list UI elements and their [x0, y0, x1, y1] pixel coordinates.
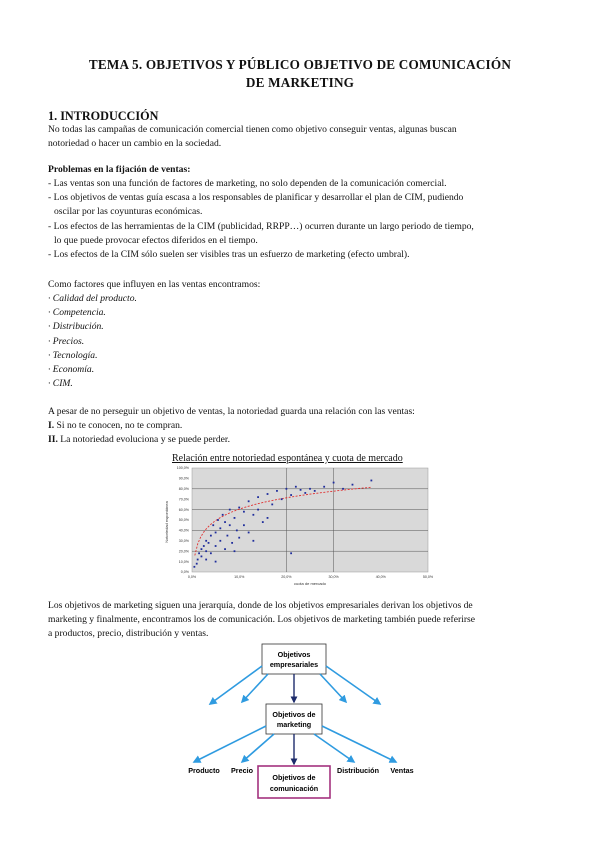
business-objectives-line-2: empresariales [269, 660, 319, 669]
leaf-precio: Precio [231, 766, 253, 775]
data-point [224, 521, 226, 523]
y-tick-label: 0,0% [180, 570, 189, 575]
data-point [370, 480, 372, 482]
problem-item-continuation: oscilar por las coyunturas económicas. [54, 206, 203, 218]
notoriety-intro: A pesar de no perseguir un objetivo de ventas, la notoriedad guarda una relación con las ventas: [48, 406, 415, 417]
data-point [276, 490, 278, 492]
notoriety-point: II. La notoriedad evoluciona y se puede perder. [48, 434, 230, 446]
arrow-mid-to-producto [194, 726, 266, 762]
data-point [210, 535, 212, 537]
data-point [238, 507, 240, 509]
x-tick-label: 40,0% [375, 575, 386, 579]
data-point [196, 563, 198, 565]
problem-item: - Los efectos de las herramientas de la CIM (publicidad, RRPP…) ocurren durante un largo periodo de tiempo, [48, 220, 474, 232]
title-line-1: TEMA 5. OBJETIVOS Y PÚBLICO OBJETIVO DE COMUNICACIÓN [88, 57, 512, 72]
y-tick-labels [177, 466, 190, 574]
x-tick-label: 30,0% [328, 575, 339, 579]
data-point [229, 509, 231, 511]
y-tick-label: 100,0% [176, 466, 189, 471]
data-point [208, 542, 210, 544]
y-tick-label: 20,0% [178, 549, 189, 554]
data-point [352, 484, 354, 486]
chart-title: Relación entre notoriedad espontánea y cuota de mercado [172, 453, 403, 464]
intro-line-1: No todas las campañas de comunicación comercial tienen como objetivo conseguir ventas, algunas buscan [48, 124, 457, 135]
data-point [248, 500, 250, 502]
data-point [201, 556, 203, 558]
notoriety-points [48, 419, 554, 447]
data-point [248, 532, 250, 534]
data-point [252, 514, 254, 516]
data-point [203, 545, 205, 547]
data-point [219, 540, 221, 542]
arrow-top-right [326, 666, 380, 704]
data-point [286, 488, 288, 490]
data-point [290, 552, 292, 554]
x-tick-label: 20,0% [281, 575, 292, 579]
objectives-line-3: a productos, precio, distribución y ventas. [48, 628, 209, 640]
notoriety-point: I. Si no te conocen, no te compran. [48, 420, 183, 431]
scatter-chart [150, 464, 440, 586]
factor-item: · Tecnología. [48, 349, 98, 361]
data-point [257, 496, 259, 498]
data-point [333, 482, 335, 484]
data-point [227, 535, 229, 537]
y-tick-label: 70,0% [178, 497, 189, 502]
problems-heading: Problemas en la fijación de ventas: [48, 164, 191, 175]
factors-intro: Como factores que influyen en las ventas encontramos: [48, 279, 261, 290]
factor-item: · Distribución. [48, 321, 104, 333]
x-tick-label: 10,0% [234, 575, 245, 579]
plot-area [192, 468, 428, 572]
data-point [309, 488, 311, 490]
y-tick-label: 30,0% [178, 539, 189, 543]
factor-item: · CIM. [48, 378, 73, 390]
data-point [219, 527, 221, 529]
data-point [295, 486, 297, 488]
business-objectives-box [262, 644, 326, 674]
data-point [201, 548, 203, 550]
y-tick-label: 60,0% [178, 507, 189, 512]
problem-item-continuation: lo que puede provocar efectos diferidos en el tiempo. [54, 234, 258, 246]
arrow-mid-to-precio [242, 734, 274, 762]
factors-list [48, 292, 554, 391]
problem-item: - Los efectos de la CIM sólo suelen ser visibles tras un esfuerzo de marketing (efecto umbral). [48, 249, 410, 261]
marketing-objectives-line-2: marketing [276, 720, 312, 729]
intro-line-2: notoriedad o hacer un cambio en la sociedad. [48, 138, 222, 150]
x-tick-label: 50,0% [422, 575, 434, 579]
data-point [262, 521, 264, 523]
factor-item: · Economía. [48, 364, 95, 376]
data-point [212, 524, 214, 526]
data-point [257, 509, 259, 511]
y-axis-label: Notoriedad espontánea [164, 501, 169, 543]
data-point [205, 559, 207, 561]
data-point [234, 517, 236, 519]
data-point [234, 550, 236, 552]
data-point [267, 493, 269, 495]
data-point [229, 524, 231, 526]
y-tick-label: 40,0% [178, 528, 189, 533]
factor-item: · Calidad del producto. [48, 293, 137, 304]
leaf-distribucion: Distribución [337, 766, 379, 775]
data-point [215, 561, 217, 563]
data-point [252, 540, 254, 542]
document-title [40, 56, 560, 92]
leaf-producto: Producto [188, 766, 220, 775]
section-heading-introduccion: 1. INTRODUCCIÓN [48, 109, 159, 123]
y-tick-label: 80,0% [178, 487, 189, 491]
data-point [281, 498, 283, 500]
marketing-objectives-line-1: Objetivos de [272, 710, 316, 719]
x-tick-labels [188, 575, 434, 579]
data-point [243, 524, 245, 526]
x-axis-label: cuota de mercado [293, 581, 327, 586]
arrow-mid-to-ventas [322, 726, 396, 762]
data-point [205, 550, 207, 552]
objectives-hierarchy-diagram [180, 642, 420, 802]
data-point [290, 494, 292, 496]
y-tick-label: 90,0% [178, 476, 189, 481]
y-tick-label: 10,0% [178, 559, 189, 564]
communication-objectives-line-2: comunicación [269, 784, 319, 793]
data-point [215, 532, 217, 534]
data-point [222, 514, 224, 516]
data-point [271, 504, 273, 506]
problems-list [48, 177, 554, 262]
data-point [215, 545, 217, 547]
objectives-line-1: Los objetivos de marketing siguen una jerarquía, donde de los objetivos empresariales derivan los objetivos de [48, 600, 473, 611]
data-point [238, 537, 240, 539]
data-point [342, 488, 344, 490]
intro-paragraph [48, 123, 554, 151]
data-point [193, 566, 195, 568]
marketing-objectives-box [266, 704, 322, 734]
title-line-2: DE MARKETING [245, 75, 355, 90]
business-objectives-line-1: Objetivos [277, 650, 311, 659]
data-point [217, 519, 219, 521]
communication-objectives-line-1: Objetivos de [272, 773, 316, 782]
leaf-ventas: Ventas [390, 766, 414, 775]
x-tick-label: 0,0% [187, 575, 197, 579]
data-point [210, 552, 212, 554]
arrow-top-left [210, 666, 262, 704]
data-point [198, 552, 200, 554]
data-point [243, 511, 245, 513]
problem-item: - Las ventas son una función de factores de marketing, no solo dependen de la comunicación comercial. [48, 178, 447, 189]
data-point [224, 548, 226, 550]
communication-objectives-box [258, 766, 330, 798]
objectives-line-2: marketing y finalmente, encontramos los de comunicación. Los objetivos de marketing también puede referirse [48, 614, 476, 626]
data-point [267, 517, 269, 519]
factor-item: · Precios. [48, 335, 85, 347]
data-point [304, 492, 306, 494]
data-point [205, 540, 207, 542]
data-point [300, 489, 302, 491]
data-point [314, 490, 316, 492]
objectives-paragraph [48, 599, 554, 642]
factor-item: · Competencia. [48, 307, 106, 319]
data-point [236, 530, 238, 532]
data-point [323, 486, 325, 488]
y-tick-label: 50,0% [178, 518, 189, 523]
data-point [197, 559, 199, 561]
data-point [231, 542, 233, 544]
problem-item: - Los objetivos de ventas guía escasa a los responsables de planificar y desarrollar el plan de CIM, pudiendo [48, 192, 464, 204]
